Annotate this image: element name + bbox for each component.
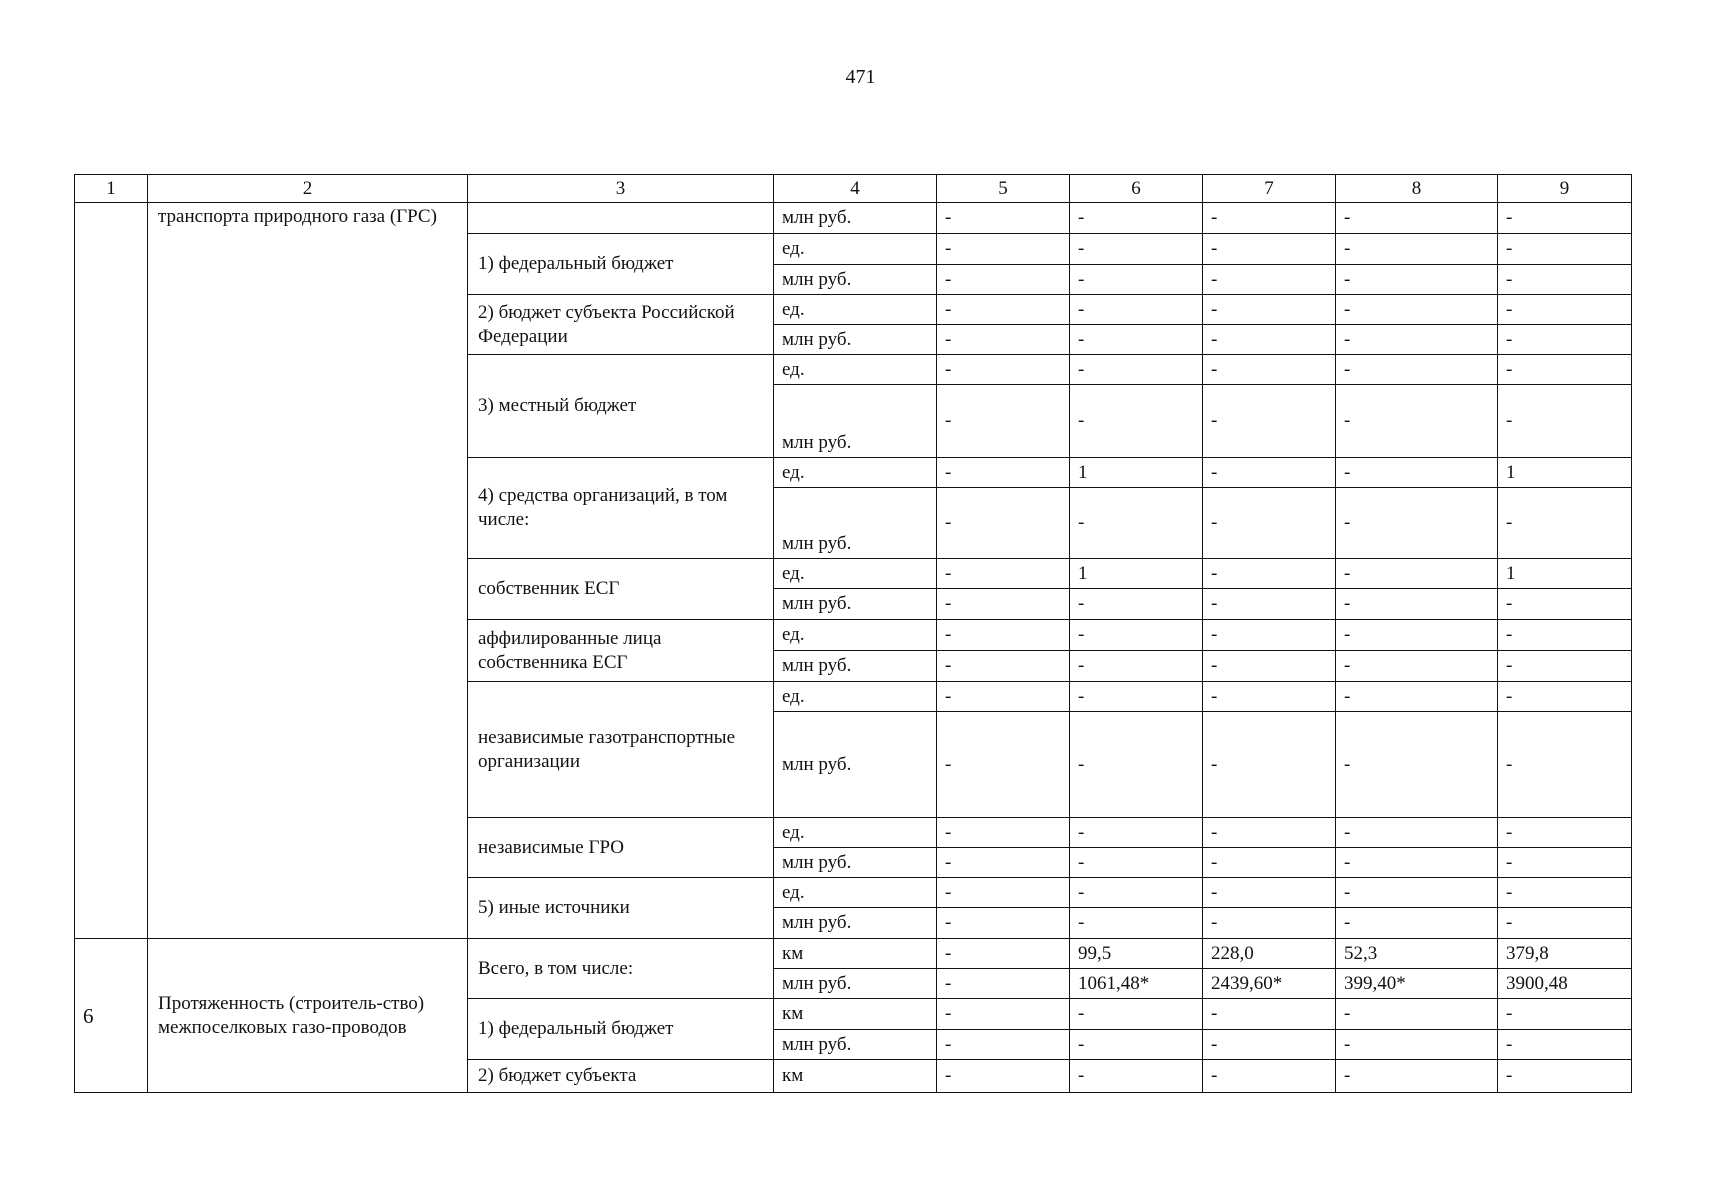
unit-cell: ед.	[774, 620, 937, 651]
value-cell: -	[1070, 620, 1203, 651]
value-cell: -	[1498, 325, 1632, 355]
value-cell: -	[937, 559, 1070, 589]
value-cell: -	[1498, 295, 1632, 325]
source-cell: 1) федеральный бюджет	[468, 999, 774, 1060]
table-body	[75, 175, 1632, 1093]
unit-cell: млн руб.	[774, 908, 937, 939]
value-cell: 228,0	[1203, 939, 1336, 969]
value-cell: -	[937, 712, 1070, 818]
header-row	[75, 175, 1632, 203]
value-cell: -	[937, 939, 1070, 969]
value-cell: -	[1336, 325, 1498, 355]
header-cell: 2	[148, 175, 468, 203]
value-cell: -	[1498, 265, 1632, 295]
value-cell: -	[1070, 265, 1203, 295]
header-cell: 3	[468, 175, 774, 203]
value-cell: -	[1336, 559, 1498, 589]
source-cell	[468, 203, 774, 234]
header-cell: 7	[1203, 175, 1336, 203]
value-cell: -	[1336, 385, 1498, 458]
value-cell: -	[1203, 559, 1336, 589]
value-cell: -	[937, 848, 1070, 878]
unit-cell: млн руб.	[774, 203, 937, 234]
value-cell: -	[1203, 908, 1336, 939]
value-cell: -	[1070, 908, 1203, 939]
unit-cell: км	[774, 1060, 937, 1093]
value-cell: -	[1203, 295, 1336, 325]
source-cell: 5) иные источники	[468, 878, 774, 939]
value-cell: -	[1203, 999, 1336, 1030]
value-cell: -	[1336, 682, 1498, 712]
value-cell: -	[937, 620, 1070, 651]
value-cell: -	[1498, 620, 1632, 651]
value-cell: -	[1203, 682, 1336, 712]
value-cell: -	[1336, 908, 1498, 939]
unit-cell: млн руб.	[774, 265, 937, 295]
value-cell: -	[1336, 878, 1498, 908]
value-cell: 379,8	[1498, 939, 1632, 969]
value-cell: -	[1203, 589, 1336, 620]
value-cell: -	[1336, 999, 1498, 1030]
value-cell: -	[1336, 1030, 1498, 1060]
value-cell: 1	[1498, 458, 1632, 488]
value-cell: -	[1336, 265, 1498, 295]
value-cell: 1061,48*	[1070, 969, 1203, 999]
value-cell: -	[937, 1030, 1070, 1060]
value-cell: -	[1498, 234, 1632, 265]
value-cell: -	[1498, 1030, 1632, 1060]
value-cell: -	[1203, 878, 1336, 908]
value-cell: -	[1070, 385, 1203, 458]
value-cell: -	[1498, 712, 1632, 818]
value-cell: -	[1070, 848, 1203, 878]
value-cell: 399,40*	[1336, 969, 1498, 999]
value-cell: -	[1070, 295, 1203, 325]
value-cell: -	[1070, 682, 1203, 712]
unit-cell: ед.	[774, 878, 937, 908]
value-cell: -	[1203, 234, 1336, 265]
source-cell: 3) местный бюджет	[468, 355, 774, 458]
value-cell: -	[937, 908, 1070, 939]
value-cell: -	[1336, 355, 1498, 385]
value-cell: 2439,60*	[1203, 969, 1336, 999]
indicator-cell: транспорта природного газа (ГРС)	[148, 203, 468, 939]
value-cell: 3900,48	[1498, 969, 1632, 999]
value-cell: -	[937, 234, 1070, 265]
value-cell: -	[1498, 908, 1632, 939]
value-cell: -	[1498, 999, 1632, 1030]
indicator-cell: Протяженность (строитель-ство) межпоселковых газо-проводов	[148, 939, 468, 1093]
value-cell: -	[937, 878, 1070, 908]
value-cell: -	[1070, 325, 1203, 355]
value-cell: -	[1498, 589, 1632, 620]
source-cell: собственник ЕСГ	[468, 559, 774, 620]
unit-cell: ед.	[774, 295, 937, 325]
value-cell: -	[1070, 818, 1203, 848]
value-cell: 52,3	[1336, 939, 1498, 969]
value-cell: -	[1336, 818, 1498, 848]
source-cell: Всего, в том числе:	[468, 939, 774, 999]
data-table	[74, 174, 1632, 1093]
value-cell: -	[937, 1060, 1070, 1093]
unit-cell: ед.	[774, 355, 937, 385]
value-cell: -	[1336, 295, 1498, 325]
value-cell: -	[937, 265, 1070, 295]
value-cell: -	[937, 488, 1070, 559]
unit-cell: млн руб.	[774, 385, 937, 458]
value-cell: -	[1070, 1060, 1203, 1093]
unit-cell: млн руб.	[774, 1030, 937, 1060]
value-cell: -	[1203, 818, 1336, 848]
value-cell: 99,5	[1070, 939, 1203, 969]
value-cell: -	[1203, 651, 1336, 682]
value-cell: -	[1498, 878, 1632, 908]
value-cell: -	[1203, 712, 1336, 818]
value-cell: -	[1203, 488, 1336, 559]
unit-cell: млн руб.	[774, 848, 937, 878]
value-cell: -	[1203, 385, 1336, 458]
value-cell: -	[937, 458, 1070, 488]
value-cell: -	[1070, 589, 1203, 620]
value-cell: -	[1498, 848, 1632, 878]
header-cell: 9	[1498, 175, 1632, 203]
unit-cell: млн руб.	[774, 325, 937, 355]
value-cell: -	[1336, 712, 1498, 818]
unit-cell: млн руб.	[774, 589, 937, 620]
value-cell: -	[937, 999, 1070, 1030]
header-cell: 8	[1336, 175, 1498, 203]
value-cell: -	[1203, 325, 1336, 355]
value-cell: -	[1336, 234, 1498, 265]
value-cell: -	[1203, 848, 1336, 878]
value-cell: -	[1336, 203, 1498, 234]
unit-cell: ед.	[774, 458, 937, 488]
unit-cell: млн руб.	[774, 712, 937, 818]
value-cell: -	[1070, 878, 1203, 908]
value-cell: -	[1498, 385, 1632, 458]
value-cell: -	[1336, 620, 1498, 651]
header-cell: 4	[774, 175, 937, 203]
value-cell: -	[1336, 589, 1498, 620]
value-cell: 1	[1070, 458, 1203, 488]
unit-cell: млн руб.	[774, 488, 937, 559]
value-cell: -	[937, 682, 1070, 712]
source-cell: независимые ГРО	[468, 818, 774, 878]
source-cell: 2) бюджет субъекта	[468, 1060, 774, 1093]
header-cell: 6	[1070, 175, 1203, 203]
value-cell: -	[937, 651, 1070, 682]
value-cell: -	[937, 589, 1070, 620]
value-cell: -	[937, 385, 1070, 458]
source-cell: аффилированные лица собственника ЕСГ	[468, 620, 774, 682]
table-row	[75, 203, 1632, 234]
value-cell: -	[937, 203, 1070, 234]
value-cell: -	[1203, 458, 1336, 488]
value-cell: -	[1336, 848, 1498, 878]
value-cell: -	[937, 325, 1070, 355]
value-cell: -	[1203, 1060, 1336, 1093]
value-cell: -	[1336, 1060, 1498, 1093]
value-cell: -	[937, 295, 1070, 325]
value-cell: -	[937, 969, 1070, 999]
value-cell: 1	[1498, 559, 1632, 589]
value-cell: -	[1336, 651, 1498, 682]
unit-cell: ед.	[774, 682, 937, 712]
source-cell: 2) бюджет субъекта Российской Федерации	[468, 295, 774, 355]
value-cell: -	[1070, 355, 1203, 385]
value-cell: -	[1203, 1030, 1336, 1060]
unit-cell: млн руб.	[774, 651, 937, 682]
value-cell: -	[1203, 355, 1336, 385]
value-cell: -	[1336, 458, 1498, 488]
value-cell: -	[937, 818, 1070, 848]
header-cell: 5	[937, 175, 1070, 203]
value-cell: -	[1070, 1030, 1203, 1060]
value-cell: -	[1498, 818, 1632, 848]
value-cell: -	[1070, 203, 1203, 234]
source-cell: независимые газотранспортные организации	[468, 682, 774, 818]
unit-cell: млн руб.	[774, 969, 937, 999]
unit-cell: км	[774, 939, 937, 969]
table-row	[75, 939, 1632, 969]
source-cell: 1) федеральный бюджет	[468, 234, 774, 295]
value-cell: -	[1070, 234, 1203, 265]
value-cell: -	[1203, 203, 1336, 234]
value-cell: -	[1203, 620, 1336, 651]
unit-cell: ед.	[774, 818, 937, 848]
value-cell: -	[1498, 355, 1632, 385]
unit-cell: ед.	[774, 234, 937, 265]
value-cell: -	[1498, 488, 1632, 559]
value-cell: -	[1336, 488, 1498, 559]
value-cell: -	[1070, 712, 1203, 818]
value-cell: -	[1070, 651, 1203, 682]
value-cell: -	[1498, 651, 1632, 682]
row-number-cell: 6	[75, 939, 148, 1093]
header-cell: 1	[75, 175, 148, 203]
value-cell: -	[1203, 265, 1336, 295]
row-number-cell	[75, 203, 148, 939]
value-cell: -	[1070, 488, 1203, 559]
value-cell: 1	[1070, 559, 1203, 589]
value-cell: -	[1070, 999, 1203, 1030]
value-cell: -	[1498, 682, 1632, 712]
value-cell: -	[1498, 203, 1632, 234]
unit-cell: км	[774, 999, 937, 1030]
unit-cell: ед.	[774, 559, 937, 589]
value-cell: -	[937, 355, 1070, 385]
page-number: 471	[845, 66, 876, 88]
source-cell: 4) средства организаций, в том числе:	[468, 458, 774, 559]
value-cell: -	[1498, 1060, 1632, 1093]
